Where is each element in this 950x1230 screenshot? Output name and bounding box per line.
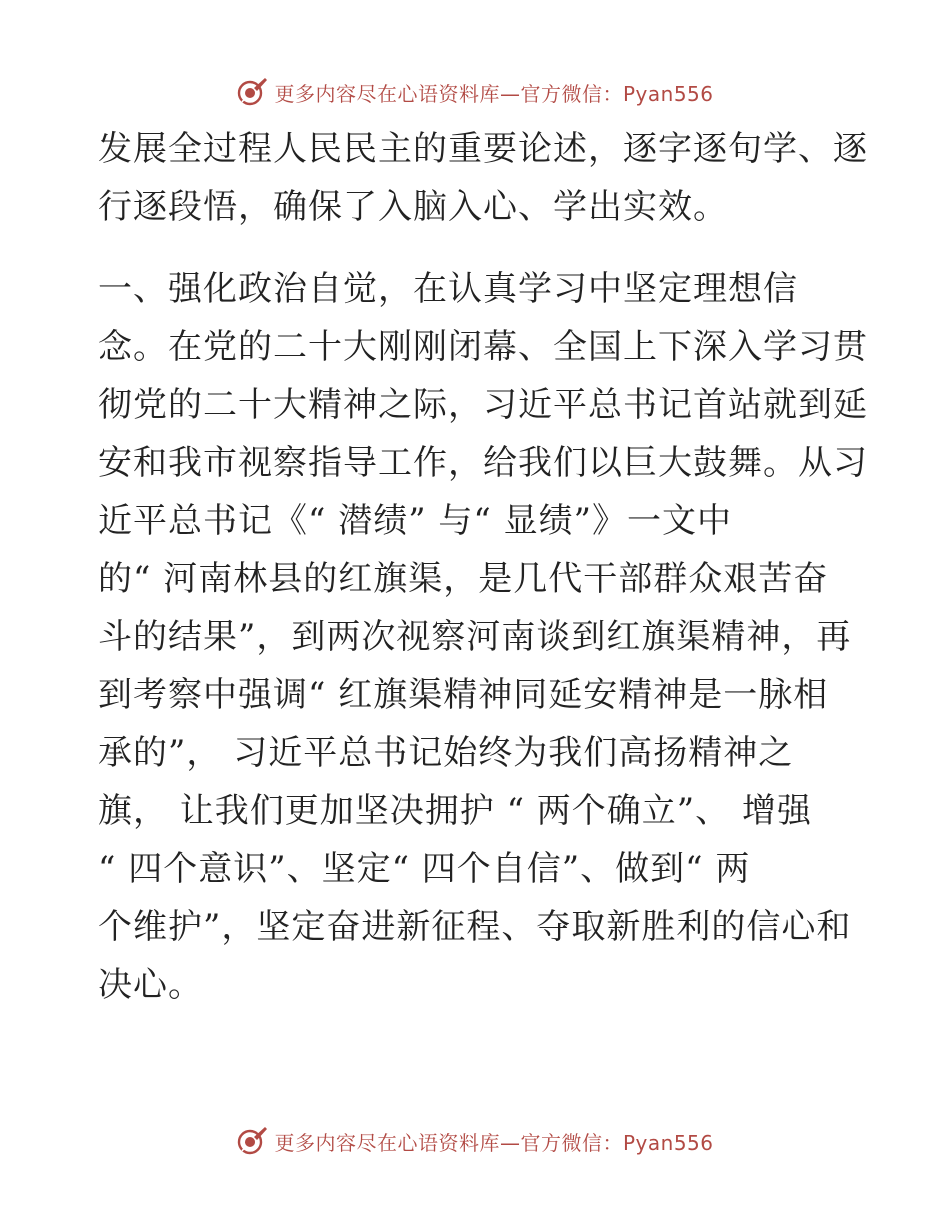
wechat-id: Pyan556 bbox=[622, 81, 714, 106]
pen-logo-icon bbox=[236, 76, 268, 108]
text-line: 发展全过程人民民主的重要论述，逐字逐句学、逐 bbox=[98, 129, 868, 169]
text-line: 的“ 河南林县的红旗渠，是几代干部群众艰苦奋 bbox=[98, 559, 829, 599]
pen-logo-icon bbox=[236, 1125, 268, 1157]
text-line: 彻党的二十大精神之际，习近平总书记首站就到延 bbox=[98, 385, 868, 425]
text-line: 行逐段悟，确保了入脑入心、学出实效。 bbox=[98, 187, 728, 227]
text-line: 到考察中强调“ 红旗渠精神同延安精神是一脉相 bbox=[98, 675, 829, 715]
text-line: 斗的结果”，到两次视察河南谈到红旗渠精神，再 bbox=[98, 617, 852, 657]
paragraph bbox=[98, 260, 868, 1014]
text-line: 念。在党的二十大刚刚闭幕、全国上下深入学习贯 bbox=[98, 327, 868, 367]
text-line: 个维护”，坚定奋进新征程、夺取新胜利的信心和 bbox=[98, 907, 852, 947]
document-body bbox=[98, 120, 868, 1014]
footer-banner bbox=[0, 1121, 950, 1161]
text-line: 承的”， 习近平总书记始终为我们高扬精神之 bbox=[98, 733, 794, 773]
header-banner bbox=[0, 72, 950, 112]
paragraph bbox=[98, 120, 868, 236]
section-heading-line: 一、强化政治自觉，在认真学习中坚定理想信 bbox=[98, 269, 798, 309]
text-line: 近平总书记《“ 潜绩” 与“ 显绩”》一文中 bbox=[98, 501, 732, 541]
wechat-id: Pyan556 bbox=[622, 1130, 714, 1155]
text-line: 安和我市视察指导工作，给我们以巨大鼓舞。从习 bbox=[98, 443, 868, 483]
text-line: 决心。 bbox=[98, 965, 203, 1005]
footer-banner-text: 更多内容尽在心语资料库—官方微信：Pyan556 bbox=[274, 1130, 714, 1155]
text-line: “ 四个意识”、坚定“ 四个自信”、做到“ 两 bbox=[98, 849, 751, 889]
header-banner-text: 更多内容尽在心语资料库—官方微信：Pyan556 bbox=[274, 81, 714, 106]
text-line: 旗， 让我们更加坚决拥护 “ 两个确立”、 增强 bbox=[98, 791, 812, 831]
